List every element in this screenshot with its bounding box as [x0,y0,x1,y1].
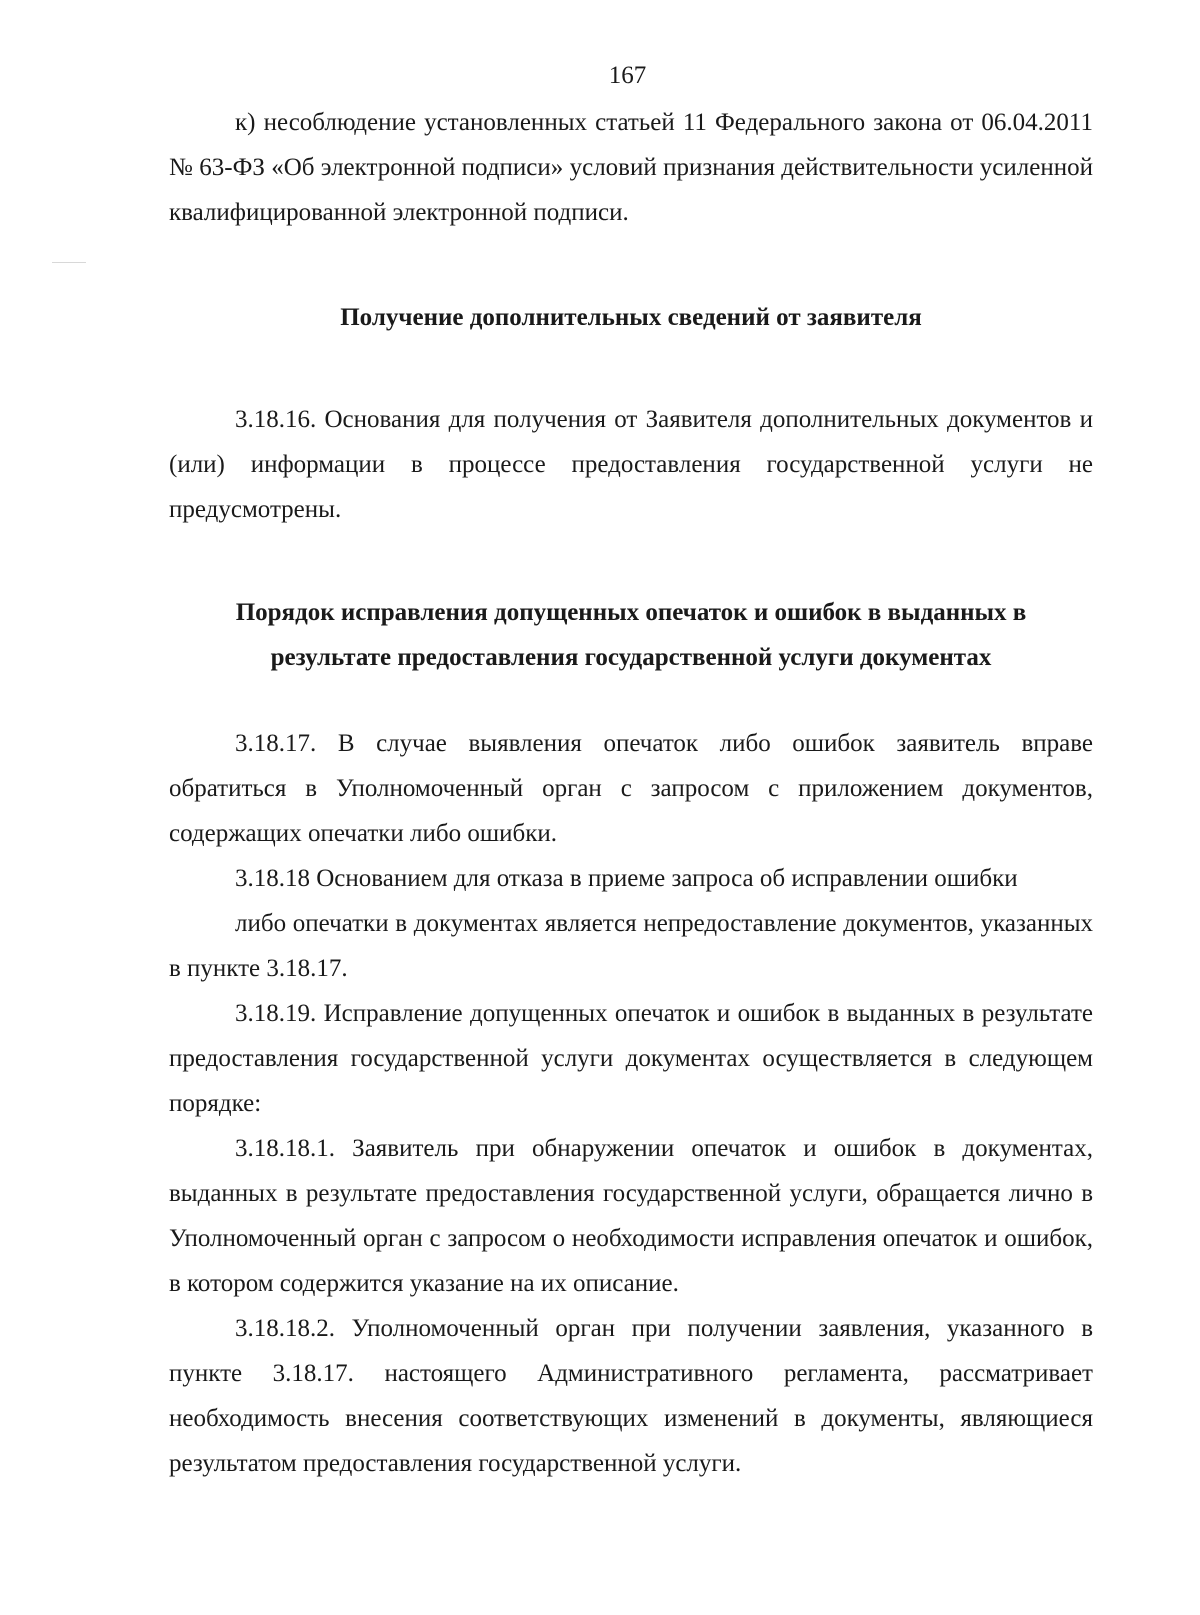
paragraph-3-18-18-rest: либо опечатки в документах является непредоставление документов, указанных в пункте 3.18.17. [169,910,1093,982]
paragraph-3-18-18-line-1: 3.18.18 Основанием для отказа в приеме запроса об исправлении ошибки [235,865,1018,892]
section-heading-additional-info: Получение дополнительных сведений от заявителя [340,304,922,331]
page-number: 167 [608,62,647,89]
document-body [169,100,1093,1486]
paragraph-k: к) несоблюдение установленных статьей 11 Федерального закона от 06.04.2011 № 63-ФЗ «Об электронной подписи» условий признания действительности усиленной квалифицированной электронной подписи. [169,109,1093,226]
paragraph-3-18-18-1: 3.18.18.1. Заявитель при обнаружении опечаток и ошибок в документах, выданных в результате предоставления государственной услуги, обращается лично в Уполномоченный орган с запросом о необходимости исправления опечаток и ошибок, в котором содержится указание на их описание. [169,1135,1093,1297]
paragraph-3-18-18-2: 3.18.18.2. Уполномоченный орган при получении заявления, указанного в пункте 3.18.17. настоящего Административного регламента, рассматривает необходимость внесения соответствующих изменений в документы, являющиеся результатом предоставления государственной услуги. [169,1315,1093,1477]
paragraph-3-18-17: 3.18.17. В случае выявления опечаток либо ошибок заявитель вправе обратиться в Уполномоченный орган с запросом с приложением документов, содержащих опечатки либо ошибки. [169,730,1093,847]
section-heading-corrections [169,590,1093,680]
section-heading-corrections-line-2: результате предоставления государственной услуги документах [270,644,992,671]
section-heading-corrections-line-1: Порядок исправления допущенных опечаток и ошибок в выданных в [235,599,1027,626]
paragraph-3-18-16: 3.18.16. Основания для получения от Заявителя дополнительных документов и (или) информации в процессе предоставления государственной услуги не предусмотрены. [169,406,1093,523]
scan-mark [52,262,86,263]
paragraph-3-18-19: 3.18.19. Исправление допущенных опечаток и ошибок в выданных в результате предоставления государственной услуги документах осуществляется в следующем порядке: [169,1000,1093,1117]
